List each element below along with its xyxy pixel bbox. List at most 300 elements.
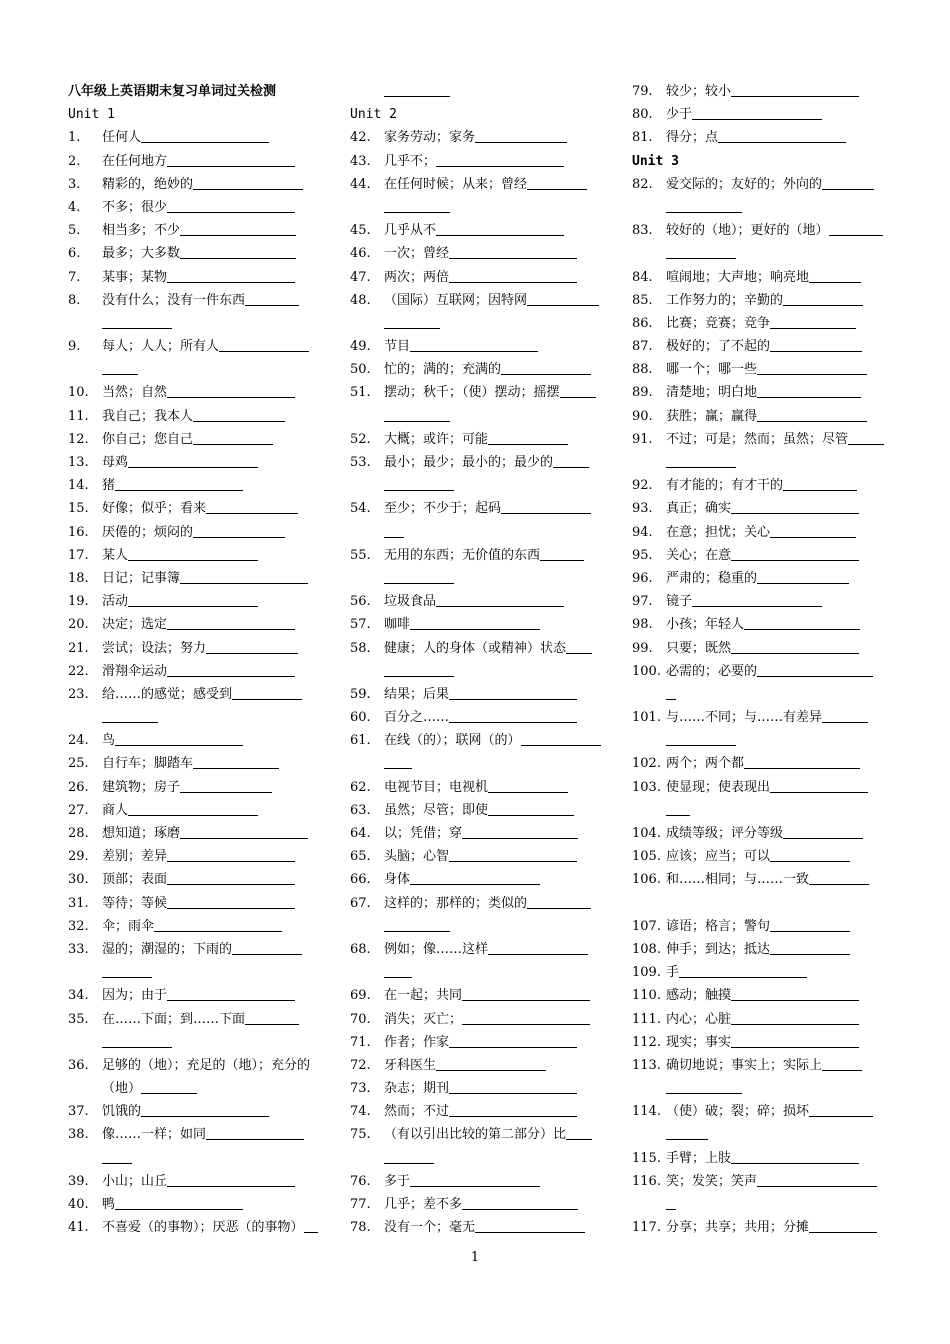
- item-number: 47.: [350, 269, 371, 285]
- item-continuation: [68, 1031, 318, 1054]
- vocab-item: [632, 961, 884, 984]
- item-number: 69.: [350, 988, 371, 1004]
- item-meaning: 你自己；您自己: [102, 431, 194, 447]
- answer-blank[interactable]: [206, 1125, 304, 1140]
- item-meaning: 较好的（地）；更好的（地）: [666, 223, 829, 239]
- answer-blank[interactable]: [527, 291, 599, 306]
- answer-blank[interactable]: [692, 105, 822, 120]
- answer-blank[interactable]: [128, 453, 258, 468]
- answer-blank[interactable]: [770, 940, 850, 955]
- item-meaning: 伞；雨伞: [102, 918, 155, 934]
- item-meaning: 相当多；不少: [102, 223, 181, 239]
- answer-blank[interactable]: [488, 801, 574, 816]
- vocab-item: [350, 1193, 602, 1216]
- answer-blank[interactable]: [692, 592, 822, 607]
- answer-blank[interactable]: [560, 383, 596, 398]
- answer-blank[interactable]: [410, 615, 540, 630]
- answer-blank[interactable]: [488, 940, 588, 955]
- answer-blank[interactable]: [757, 360, 867, 375]
- item-number: 103.: [632, 779, 661, 795]
- answer-blank[interactable]: [449, 1033, 577, 1048]
- answer-blank[interactable]: [410, 337, 538, 352]
- item-meaning: 鸟: [102, 733, 116, 749]
- answer-blank[interactable]: [102, 1033, 172, 1048]
- answer-blank[interactable]: [180, 244, 296, 259]
- answer-blank[interactable]: [731, 499, 859, 514]
- item-meaning: 必需的；必要的: [666, 663, 758, 679]
- vocab-item: [68, 567, 318, 590]
- vocab-item: [68, 683, 318, 706]
- answer-blank[interactable]: [384, 569, 454, 584]
- vocab-item: [68, 451, 318, 474]
- item-number: 53.: [350, 455, 371, 470]
- column-1: [68, 80, 318, 1239]
- answer-blank[interactable]: [783, 291, 863, 306]
- vocab-item: [632, 938, 884, 961]
- item-meaning: 作者；作家: [384, 1034, 450, 1050]
- vocab-item: [350, 1216, 602, 1239]
- item-number: 68.: [350, 941, 371, 957]
- vocab-item: [632, 822, 884, 845]
- vocab-item: [68, 590, 318, 613]
- vocab-item: [350, 289, 602, 312]
- item-meaning: 节目: [384, 339, 411, 355]
- answer-blank[interactable]: [115, 1195, 243, 1210]
- answer-blank[interactable]: [384, 198, 450, 213]
- item-continuation: [350, 660, 602, 683]
- vocab-item: [632, 266, 884, 289]
- vocab-item: [350, 706, 602, 729]
- vocab-item: [350, 150, 602, 173]
- answer-blank[interactable]: [167, 152, 295, 167]
- item-meaning: 在任何时候；从来；曾经: [384, 176, 528, 192]
- item-number: 93.: [632, 501, 653, 517]
- answer-blank[interactable]: [180, 778, 272, 793]
- item-number: 114.: [632, 1104, 661, 1120]
- answer-blank[interactable]: [770, 314, 856, 329]
- vocab-item: [632, 1031, 884, 1054]
- item-number: 104.: [632, 826, 661, 841]
- item-meaning: 决定；选定: [102, 617, 168, 633]
- answer-blank[interactable]: [384, 963, 412, 978]
- answer-blank[interactable]: [809, 1218, 877, 1233]
- answer-blank[interactable]: [384, 82, 450, 97]
- answer-blank[interactable]: [488, 430, 568, 445]
- item-meaning: 有才能的；有才干的: [666, 478, 784, 494]
- item-number: 23.: [68, 686, 89, 702]
- item-number: 61.: [350, 733, 371, 749]
- answer-blank[interactable]: [102, 708, 158, 723]
- answer-blank[interactable]: [180, 221, 296, 236]
- item-number: 65.: [350, 849, 371, 865]
- answer-blank[interactable]: [384, 917, 450, 932]
- vocab-item: [350, 938, 602, 961]
- answer-blank[interactable]: [527, 175, 587, 190]
- vocab-item: [350, 451, 602, 474]
- item-meaning: 百分之……: [384, 710, 450, 726]
- answer-blank[interactable]: [115, 731, 243, 746]
- item-number: 72.: [350, 1057, 371, 1073]
- answer-blank[interactable]: [102, 360, 138, 375]
- item-continuation: [350, 474, 602, 497]
- answer-blank[interactable]: [193, 430, 273, 445]
- vocab-item: [350, 729, 602, 752]
- answer-blank[interactable]: [566, 1125, 592, 1140]
- answer-blank[interactable]: [527, 894, 591, 909]
- answer-blank[interactable]: [770, 523, 856, 538]
- answer-blank[interactable]: [475, 128, 567, 143]
- answer-blank[interactable]: [167, 615, 295, 630]
- answer-blank[interactable]: [167, 986, 295, 1001]
- item-number: 97.: [632, 594, 653, 610]
- answer-blank[interactable]: [501, 360, 591, 375]
- answer-blank[interactable]: [757, 662, 873, 677]
- item-meaning: 杂志；期刊: [384, 1081, 450, 1097]
- item-number: 29.: [68, 849, 89, 865]
- answer-blank[interactable]: [219, 337, 309, 352]
- item-number: 89.: [632, 385, 653, 401]
- answer-blank[interactable]: [232, 685, 302, 700]
- answer-blank[interactable]: [167, 847, 295, 862]
- answer-blank[interactable]: [540, 546, 584, 561]
- item-number: 58.: [350, 640, 371, 656]
- answer-blank[interactable]: [128, 592, 258, 607]
- item-number: 32.: [68, 918, 89, 934]
- vocab-item: [350, 219, 602, 242]
- answer-blank[interactable]: [462, 986, 590, 1001]
- item-meaning: 伸手；到达；抵达: [666, 941, 771, 957]
- answer-blank[interactable]: [141, 128, 269, 143]
- answer-blank[interactable]: [475, 1218, 585, 1233]
- item-meaning: 头脑；心智: [384, 849, 450, 865]
- vocab-item: [350, 637, 602, 660]
- vocab-item: [68, 752, 318, 775]
- answer-blank[interactable]: [449, 1102, 577, 1117]
- answer-blank[interactable]: [193, 175, 303, 190]
- vocab-item: [632, 544, 884, 567]
- answer-blank[interactable]: [449, 244, 577, 259]
- answer-blank[interactable]: [449, 847, 577, 862]
- answer-blank[interactable]: [809, 1102, 873, 1117]
- vocab-item: [68, 1170, 318, 1193]
- item-meaning: 电视节目；电视机: [384, 779, 489, 795]
- answer-blank[interactable]: [232, 940, 302, 955]
- item-number: 44.: [350, 176, 371, 192]
- item-meaning: 比赛；竞赛；竞争: [666, 315, 771, 331]
- answer-blank[interactable]: [770, 778, 868, 793]
- item-meaning: 没有一个；毫无: [384, 1220, 476, 1236]
- answer-blank[interactable]: [167, 662, 295, 677]
- item-number: 99.: [632, 640, 653, 656]
- vocab-item: [632, 126, 884, 149]
- answer-blank[interactable]: [770, 917, 850, 932]
- item-meaning: 顶部；表面: [102, 872, 168, 888]
- vocab-item: [350, 497, 602, 520]
- answer-blank[interactable]: [731, 1149, 859, 1164]
- answer-blank[interactable]: [193, 407, 285, 422]
- answer-blank[interactable]: [180, 569, 308, 584]
- answer-blank[interactable]: [167, 894, 295, 909]
- answer-blank[interactable]: [167, 198, 295, 213]
- item-continuation: [68, 706, 318, 729]
- answer-blank[interactable]: [436, 1056, 546, 1071]
- answer-blank[interactable]: [829, 221, 883, 236]
- answer-blank[interactable]: [666, 731, 736, 746]
- item-meaning: 牙科医生: [384, 1057, 437, 1073]
- item-meaning: 现实；事实: [666, 1034, 732, 1050]
- item-number: 48.: [350, 292, 371, 308]
- item-meaning: 家务劳动；家务: [384, 130, 476, 146]
- item-number: 54.: [350, 501, 371, 517]
- answer-blank[interactable]: [141, 1102, 269, 1117]
- answer-blank[interactable]: [553, 453, 589, 468]
- answer-blank[interactable]: [449, 268, 577, 283]
- column-3: [632, 80, 884, 1239]
- item-meaning: 精彩的，绝妙的: [102, 176, 194, 192]
- answer-blank[interactable]: [666, 1195, 676, 1210]
- answer-blank[interactable]: [462, 1195, 578, 1210]
- answer-blank[interactable]: [666, 685, 676, 700]
- answer-blank[interactable]: [666, 198, 742, 213]
- item-number: 16.: [68, 524, 89, 540]
- item-meaning: 任何人: [102, 130, 142, 146]
- answer-blank[interactable]: [783, 476, 857, 491]
- item-meaning: 手: [666, 965, 680, 981]
- answer-blank[interactable]: [384, 662, 454, 677]
- vocab-item: [632, 1008, 884, 1031]
- item-meaning: 两个；两个都: [666, 756, 745, 772]
- answer-blank[interactable]: [521, 731, 601, 746]
- vocab-item: [68, 126, 318, 149]
- answer-blank[interactable]: [731, 1010, 859, 1025]
- item-number: 39.: [68, 1173, 89, 1189]
- answer-blank[interactable]: [731, 546, 859, 561]
- item-meaning: 鸭: [102, 1197, 116, 1212]
- vocab-item: [350, 544, 602, 567]
- item-number: 113.: [632, 1057, 661, 1073]
- item-meaning: 镜子: [666, 594, 693, 610]
- item-meaning: 大概；或许；可能: [384, 431, 489, 447]
- vocab-item: [632, 567, 884, 590]
- item-meaning: 确切地说；事实上；实际上: [666, 1057, 823, 1073]
- item-number: 83.: [632, 223, 653, 239]
- vocab-item: [632, 706, 884, 729]
- answer-blank[interactable]: [167, 383, 295, 398]
- item-meaning: 我自己；我本人: [102, 408, 194, 424]
- answer-blank[interactable]: [102, 963, 152, 978]
- item-number: 107.: [632, 918, 661, 934]
- answer-blank[interactable]: [809, 870, 869, 885]
- answer-blank[interactable]: [115, 476, 243, 491]
- answer-blank[interactable]: [770, 847, 850, 862]
- vocab-item: [68, 660, 318, 683]
- answer-blank[interactable]: [384, 1149, 434, 1164]
- answer-blank[interactable]: [679, 963, 807, 978]
- answer-blank[interactable]: [436, 152, 564, 167]
- answer-blank[interactable]: [666, 1079, 742, 1094]
- vocab-item: [68, 196, 318, 219]
- answer-blank[interactable]: [102, 1149, 132, 1164]
- answer-blank[interactable]: [757, 383, 861, 398]
- item-meaning: 例如；像……这样: [384, 941, 489, 957]
- vocab-item: [350, 590, 602, 613]
- answer-blank[interactable]: [304, 1218, 318, 1233]
- vocab-item: [68, 822, 318, 845]
- vocab-item: [350, 358, 602, 381]
- answer-blank[interactable]: [449, 1079, 577, 1094]
- answer-blank[interactable]: [744, 754, 860, 769]
- answer-blank[interactable]: [731, 1033, 859, 1048]
- vocab-item: [68, 776, 318, 799]
- item-number: 15.: [68, 501, 89, 517]
- item-meaning: 在任何地方: [102, 153, 168, 169]
- item-number: 62.: [350, 779, 371, 795]
- answer-blank[interactable]: [462, 824, 578, 839]
- vocab-item: [68, 289, 318, 312]
- item-meaning: （使）破；裂；碎；损坏: [666, 1104, 810, 1120]
- item-number: 59.: [350, 686, 371, 702]
- answer-blank[interactable]: [245, 291, 299, 306]
- unit-heading: Unit 1: [68, 107, 115, 123]
- answer-blank[interactable]: [731, 639, 859, 654]
- answer-blank[interactable]: [462, 1010, 590, 1025]
- answer-blank[interactable]: [501, 499, 591, 514]
- answer-blank[interactable]: [757, 407, 867, 422]
- item-number: 64.: [350, 826, 371, 841]
- vocab-item: [632, 776, 884, 799]
- answer-blank[interactable]: [809, 268, 861, 283]
- answer-blank[interactable]: [384, 314, 440, 329]
- item-number: 40.: [68, 1197, 89, 1212]
- vocab-item: [350, 242, 602, 265]
- answer-blank[interactable]: [436, 592, 564, 607]
- vocab-item: [632, 637, 884, 660]
- answer-blank[interactable]: [783, 824, 863, 839]
- item-meaning: （地）: [102, 1081, 142, 1097]
- answer-blank[interactable]: [410, 1172, 540, 1187]
- item-continuation: [350, 312, 602, 335]
- answer-blank[interactable]: [384, 407, 450, 422]
- item-number: 49.: [350, 339, 371, 355]
- item-meaning: 消失；灭亡；: [384, 1011, 463, 1027]
- answer-blank[interactable]: [731, 986, 859, 1001]
- vocab-item: [350, 683, 602, 706]
- item-number: 42.: [350, 130, 371, 146]
- item-number: 117.: [632, 1220, 661, 1236]
- item-meaning: 猪: [102, 478, 116, 494]
- answer-blank[interactable]: [822, 175, 874, 190]
- answer-blank[interactable]: [128, 546, 258, 561]
- answer-blank[interactable]: [128, 801, 258, 816]
- vocab-item: [350, 126, 602, 149]
- answer-blank[interactable]: [718, 128, 846, 143]
- item-meaning: 谚语；格言；警句: [666, 918, 771, 934]
- answer-blank[interactable]: [566, 639, 592, 654]
- item-continuation: [68, 358, 318, 381]
- vocab-item: [68, 892, 318, 915]
- answer-blank[interactable]: [384, 523, 404, 538]
- answer-blank[interactable]: [193, 523, 285, 538]
- item-number: 77.: [350, 1197, 371, 1212]
- item-number: 12.: [68, 431, 89, 447]
- answer-blank[interactable]: [731, 82, 859, 97]
- answer-blank[interactable]: [410, 870, 540, 885]
- vocab-item: [350, 1123, 602, 1146]
- answer-blank[interactable]: [666, 801, 690, 816]
- item-number: 106.: [632, 872, 661, 888]
- answer-blank[interactable]: [245, 1010, 299, 1025]
- answer-blank[interactable]: [154, 917, 282, 932]
- answer-blank[interactable]: [757, 1172, 877, 1187]
- answer-blank[interactable]: [666, 1125, 708, 1140]
- vocab-item: [68, 799, 318, 822]
- answer-blank[interactable]: [206, 639, 298, 654]
- item-number: 51.: [350, 385, 371, 401]
- item-number: 74.: [350, 1104, 371, 1120]
- answer-blank[interactable]: [167, 1172, 295, 1187]
- item-number: 38.: [68, 1127, 89, 1143]
- answer-blank[interactable]: [206, 499, 298, 514]
- item-meaning: 然而；不过: [384, 1104, 450, 1120]
- vocab-item: [350, 822, 602, 845]
- answer-blank[interactable]: [488, 778, 568, 793]
- item-meaning: 不多；很少: [102, 199, 168, 215]
- answer-blank[interactable]: [449, 685, 577, 700]
- answer-blank[interactable]: [666, 244, 736, 259]
- answer-blank[interactable]: [848, 430, 884, 445]
- answer-blank[interactable]: [180, 824, 308, 839]
- vocab-item: [632, 521, 884, 544]
- answer-blank[interactable]: [141, 1079, 197, 1094]
- answer-blank[interactable]: [744, 615, 860, 630]
- answer-blank[interactable]: [436, 221, 564, 236]
- vocab-item: [632, 845, 884, 868]
- item-meaning: 最小；最少；最小的；最少的: [384, 455, 554, 470]
- answer-blank[interactable]: [193, 754, 279, 769]
- item-number: 66.: [350, 872, 371, 888]
- answer-blank[interactable]: [822, 1056, 862, 1071]
- item-number: 18.: [68, 570, 89, 586]
- vocab-item: [632, 1170, 884, 1193]
- vocab-item: [632, 915, 884, 938]
- item-meaning: 在意；担忧；关心: [666, 524, 771, 540]
- item-meaning: 几乎从不: [384, 223, 437, 239]
- vocab-item: [350, 381, 602, 404]
- answer-blank[interactable]: [770, 337, 862, 352]
- answer-blank[interactable]: [449, 708, 577, 723]
- answer-blank[interactable]: [102, 314, 172, 329]
- item-meaning: 几乎不；: [384, 153, 437, 169]
- answer-blank[interactable]: [666, 453, 736, 468]
- item-number: 95.: [632, 547, 653, 563]
- vocab-item: [68, 938, 318, 961]
- answer-blank[interactable]: [822, 708, 868, 723]
- item-number: 109.: [632, 965, 661, 981]
- answer-blank[interactable]: [384, 754, 412, 769]
- item-continuation: [632, 729, 884, 752]
- answer-blank[interactable]: [167, 870, 295, 885]
- column-2: [350, 80, 602, 1239]
- item-meaning: 内心；心脏: [666, 1011, 732, 1027]
- vocab-item: [632, 613, 884, 636]
- item-meaning: 自行车；脚踏车: [102, 756, 194, 772]
- answer-blank[interactable]: [384, 476, 454, 491]
- vocab-item: [632, 312, 884, 335]
- answer-blank[interactable]: [757, 569, 849, 584]
- answer-blank[interactable]: [167, 268, 295, 283]
- item-meaning: 在线（的）；联网（的）: [384, 733, 521, 749]
- vocab-item: [350, 845, 602, 868]
